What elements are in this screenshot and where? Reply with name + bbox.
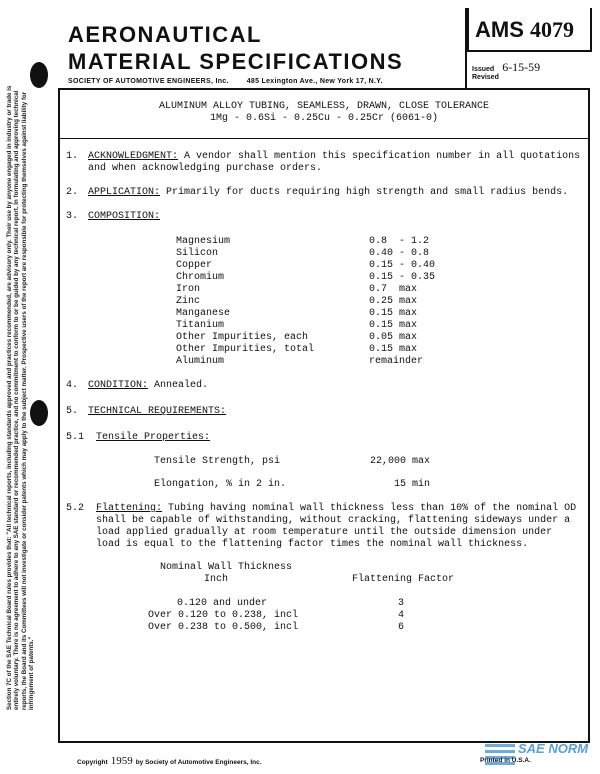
ams-number: 4079: [530, 17, 575, 42]
section-1-text: A vendor shall mention this specification number in all quotations and when acknowledging purchase orders.: [88, 151, 581, 174]
flattening-col2-header: Flattening Factor: [352, 574, 455, 585]
section-4-condition: [88, 380, 208, 392]
subject-line1: ALUMINUM ALLOY TUBING, SEAMLESS, DRAWN, CLOSE TOLERANCE: [158, 101, 490, 112]
section-4-title: CONDITION:: [88, 380, 149, 391]
copyright-holder: by Society of Automotive Engineers, Inc.: [135, 759, 262, 766]
material-subject: [60, 101, 588, 125]
sae-norm-watermark: SAE NORM: [518, 741, 589, 756]
composition-range: 0.40 - 0.8: [369, 248, 430, 259]
section-5-2-text: Tubing having nominal wall thickness less than 10% of the nominal OD shall be capable of withstanding, without cracking, flattening sideways under a load applied gradually at room temperature until the outside dimension under load is equal to the flattening factor times the nominal wall thickness.: [96, 503, 577, 550]
section-5-2-flattening: [96, 503, 582, 551]
composition-range: 0.15 max: [369, 320, 418, 331]
composition-element: Manganese: [176, 308, 231, 319]
composition-element: Iron: [176, 284, 201, 295]
frame-top-rule: [58, 88, 590, 90]
frame-right-rule: [588, 88, 590, 743]
composition-range: 0.8 - 1.2: [369, 236, 430, 247]
subject-rule: [58, 138, 590, 139]
section-2-text: Primarily for ducts requiring high strength and small radius bends.: [166, 187, 569, 198]
margin-disclaimer: [6, 80, 40, 710]
composition-element: Aluminum: [176, 356, 225, 367]
flattening-thickness: Over 0.238 to 0.500, incl: [148, 622, 299, 633]
copyright-line: [77, 755, 262, 767]
issued-label: Issued: [472, 66, 495, 73]
section-2-title: APPLICATION:: [88, 187, 161, 198]
composition-range: 0.15 max: [369, 344, 418, 355]
copyright-label: Copyright: [77, 759, 108, 766]
section-5-title: TECHNICAL REQUIREMENTS:: [88, 406, 227, 417]
composition-element: Other Impurities, each: [176, 332, 309, 343]
flattening-thickness: 0.120 and under: [177, 598, 268, 609]
subject-line2: 1Mg - 0.6Si - 0.25Cu - 0.25Cr (6061-0): [209, 113, 439, 124]
composition-element: Titanium: [176, 320, 225, 331]
composition-range: 0.25 max: [369, 296, 418, 307]
section-5-2-title: Flattening:: [96, 503, 163, 514]
composition-element: Magnesium: [176, 236, 231, 247]
composition-element: Copper: [176, 260, 213, 271]
ams-number-box: [467, 8, 592, 52]
header-title-block: [58, 8, 467, 88]
section-5-2-number: 5.2: [66, 503, 85, 514]
flattening-factor: 6: [398, 622, 405, 633]
ams-code: [475, 17, 574, 43]
margin-disclaimer-text: Section 7C of the SAE Technical Board rules provides that: "All technical reports, including standards approved and practices recommended, are advisory only. Their use by anyone engaged in industry or trade is entirely voluntary. There is no agreement to adhere to any SAE standard or recommended practice, and no commitment to conform to or be guided by any technical report. In formulating and approving technical reports, the Board and its Committees will not investigate or consider patents which may apply to the subject matter. Prospective users of the report are responsible for protecting themselves against liability for infringement of patents.": [6, 85, 36, 710]
issued-date: 6-15-59: [502, 60, 541, 74]
printed-in-usa: Printed in U.S.A.: [480, 757, 531, 764]
flattening-factor: 4: [398, 610, 405, 621]
section-4-text: Annealed.: [154, 380, 209, 391]
section-4-number: 4.: [66, 380, 79, 391]
issued-line: [472, 60, 540, 75]
section-1-title: ACKNOWLEDGMENT:: [88, 151, 179, 162]
section-5-1-title: Tensile Properties:: [96, 432, 211, 443]
section-1-acknowledgment: [88, 151, 583, 175]
section-3-number: 3.: [66, 211, 79, 222]
society-name: SOCIETY OF AUTOMOTIVE ENGINEERS, Inc.: [68, 78, 229, 85]
composition-range: 0.7 max: [369, 284, 418, 295]
flattening-thickness: Over 0.120 to 0.238, incl: [148, 610, 299, 621]
composition-element: Chromium: [176, 272, 225, 283]
ams-prefix: AMS: [475, 17, 524, 42]
section-5-number: 5.: [66, 406, 79, 417]
composition-element: Other Impurities, total: [176, 344, 315, 355]
tensile-property: Tensile Strength, psi: [154, 456, 281, 467]
flattening-col1-header: Nominal Wall Thickness: [160, 562, 293, 573]
copyright-year: 1959: [110, 755, 133, 767]
composition-element: Zinc: [176, 296, 201, 307]
header-title-line1: AERONAUTICAL: [68, 22, 262, 47]
section-1-number: 1.: [66, 151, 79, 162]
flattening-col1-unit: Inch: [204, 574, 229, 585]
society-address: 485 Lexington Ave., New York 17, N.Y.: [246, 78, 383, 85]
section-5-1-number: 5.1: [66, 432, 85, 443]
flattening-factor: 3: [398, 598, 405, 609]
composition-element: Silicon: [176, 248, 219, 259]
section-2-number: 2.: [66, 187, 79, 198]
revised-label: Revised: [472, 74, 499, 81]
composition-range: 0.05 max: [369, 332, 418, 343]
tensile-value: 15 min: [394, 479, 431, 490]
tensile-property: Elongation, % in 2 in.: [154, 479, 287, 490]
society-line: [68, 78, 383, 85]
section-3-title: COMPOSITION:: [88, 211, 161, 222]
composition-range: 0.15 - 0.35: [369, 272, 436, 283]
composition-range: 0.15 - 0.40: [369, 260, 436, 271]
composition-range: remainder: [369, 356, 424, 367]
composition-range: 0.15 max: [369, 308, 418, 319]
section-2-application: [88, 187, 583, 199]
frame-left-rule: [58, 88, 60, 743]
tensile-value: 22,000 max: [370, 456, 431, 467]
header-title-line2: MATERIAL SPECIFICATIONS: [68, 49, 404, 74]
